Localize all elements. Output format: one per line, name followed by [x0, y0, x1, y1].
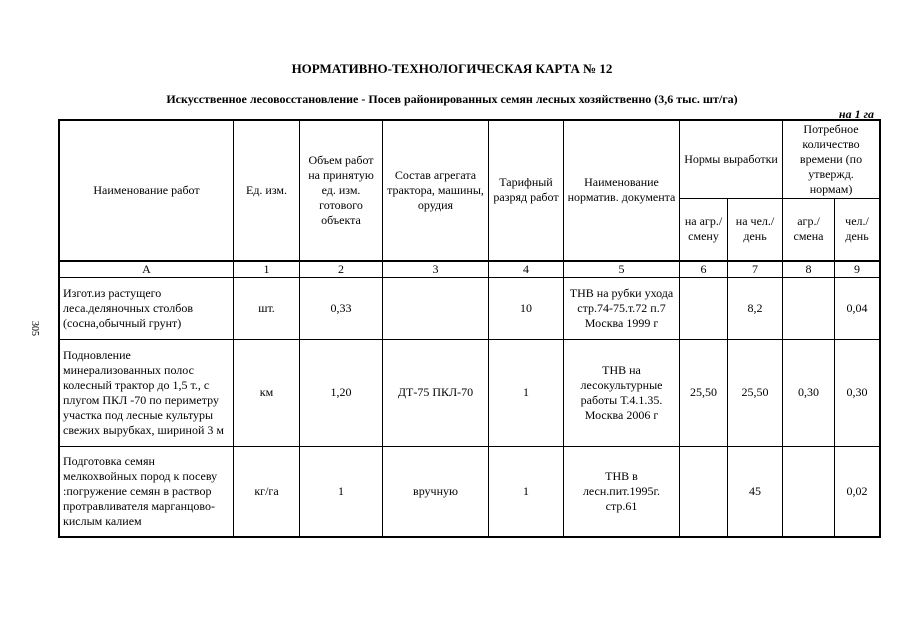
- unit-note: на 1 га: [838, 107, 874, 121]
- row-document: ТНВ на рубки ухода стр.74-75.т.72 п.7 Москва 1999 г: [564, 277, 680, 339]
- header-agr-shift: агр./ смена: [783, 199, 835, 261]
- column-number: 7: [728, 261, 783, 278]
- row-agr-shift: 0,30: [783, 339, 835, 446]
- row-man-day: 0,02: [835, 446, 880, 536]
- row-unit: кг/га: [234, 446, 300, 536]
- row-volume: 1,20: [300, 339, 383, 446]
- row-agr-shift: [783, 446, 835, 536]
- header-grade: Тарифный разряд работ: [489, 121, 564, 261]
- column-number: 5: [564, 261, 680, 278]
- header-aggregate: Состав агрегата трактора, машины, орудия: [383, 121, 489, 261]
- page-number: 305: [29, 321, 40, 336]
- page-title: НОРМАТИВНО-ТЕХНОЛОГИЧЕСКАЯ КАРТА № 12: [291, 61, 613, 76]
- row-man-day: 0,30: [835, 339, 880, 446]
- column-number: 9: [835, 261, 880, 278]
- row-per-agr-shift: [680, 277, 728, 339]
- column-number: 1: [234, 261, 300, 278]
- column-number-row: [60, 261, 880, 278]
- header-per-agr-shift: на агр./ смену: [680, 199, 728, 261]
- column-number: А: [60, 261, 234, 278]
- row-grade: 10: [489, 277, 564, 339]
- row-name: Подготовка семян мелкохвойных пород к посеву :погружение семян в раствор протравливателя марганцово-кислым калием: [60, 446, 234, 536]
- row-per-agr-shift: 25,50: [680, 339, 728, 446]
- header-man-day: чел./ день: [835, 199, 880, 261]
- table-row: [60, 277, 880, 339]
- column-number: 4: [489, 261, 564, 278]
- header-time-required: Потребное количество времени (по утвержд. нормам): [783, 121, 880, 199]
- header-unit: Ед. изм.: [234, 121, 300, 261]
- header-document: Наименование норматив. документа: [564, 121, 680, 261]
- header-name: Наименование работ: [60, 121, 234, 261]
- row-per-man-day: 8,2: [728, 277, 783, 339]
- column-number: 8: [783, 261, 835, 278]
- column-number: 3: [383, 261, 489, 278]
- row-aggregate: вручную: [383, 446, 489, 536]
- row-man-day: 0,04: [835, 277, 880, 339]
- row-name: Изгот.из растущего леса.деляночных столбов (сосна,обычный грунт): [60, 277, 234, 339]
- column-number: 2: [300, 261, 383, 278]
- header-output-norms: Нормы выработки: [680, 121, 783, 199]
- row-aggregate: ДТ-75 ПКЛ-70: [383, 339, 489, 446]
- row-aggregate: [383, 277, 489, 339]
- row-volume: 0,33: [300, 277, 383, 339]
- row-per-agr-shift: [680, 446, 728, 536]
- header-volume: Объем работ на принятую ед. изм. готового объекта: [300, 121, 383, 261]
- row-document: ТНВ на лесокультурные работы Т.4.1.35. Москва 2006 г: [564, 339, 680, 446]
- column-number: 6: [680, 261, 728, 278]
- norms-table: [59, 120, 880, 537]
- row-name: Подновление минерализованных полос колесный трактор до 1,5 т., с плугом ПКЛ -70 по периметру участка под лесные культуры свежих вырубках, шириной 3 м: [60, 339, 234, 446]
- row-document: ТНВ в лесн.пит.1995г. стр.61: [564, 446, 680, 536]
- row-volume: 1: [300, 446, 383, 536]
- row-grade: 1: [489, 446, 564, 536]
- table-row: [60, 339, 880, 446]
- header-per-man-day: на чел./ день: [728, 199, 783, 261]
- row-per-man-day: 25,50: [728, 339, 783, 446]
- row-grade: 1: [489, 339, 564, 446]
- row-unit: км: [234, 339, 300, 446]
- page-subtitle: Искусственное лесовосстановление - Посев районированных семян лесных хозяйственно (3,6 тыс. шт/га): [166, 92, 738, 106]
- header-row: [60, 121, 880, 199]
- table-row: [60, 446, 880, 536]
- row-agr-shift: [783, 277, 835, 339]
- row-per-man-day: 45: [728, 446, 783, 536]
- row-unit: шт.: [234, 277, 300, 339]
